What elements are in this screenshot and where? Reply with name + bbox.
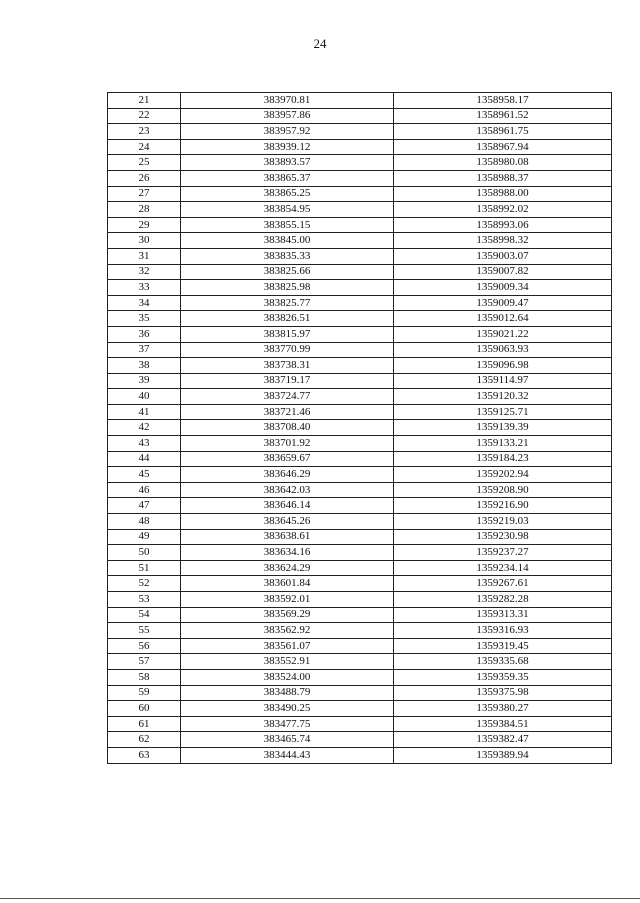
point-number-cell: 58 [108, 669, 181, 685]
x-coordinate-cell: 383569.29 [181, 607, 394, 623]
x-coordinate-cell: 383708.40 [181, 420, 394, 436]
x-coordinate-cell: 383865.25 [181, 186, 394, 202]
y-coordinate-cell: 1358993.06 [394, 217, 612, 233]
table-row [108, 436, 612, 452]
point-number-cell: 61 [108, 716, 181, 732]
x-coordinate-cell: 383719.17 [181, 373, 394, 389]
x-coordinate-cell: 383835.33 [181, 248, 394, 264]
x-coordinate-cell: 383552.91 [181, 654, 394, 670]
x-coordinate-cell: 383825.77 [181, 295, 394, 311]
x-coordinate-cell: 383524.00 [181, 669, 394, 685]
y-coordinate-cell: 1359316.93 [394, 623, 612, 639]
x-coordinate-cell: 383642.03 [181, 482, 394, 498]
table-row [108, 311, 612, 327]
x-coordinate-cell: 383957.92 [181, 124, 394, 140]
table-row [108, 669, 612, 685]
y-coordinate-cell: 1359114.97 [394, 373, 612, 389]
table-row [108, 217, 612, 233]
table-row [108, 638, 612, 654]
y-coordinate-cell: 1359319.45 [394, 638, 612, 654]
x-coordinate-cell: 383701.92 [181, 436, 394, 452]
footer-divider [0, 898, 640, 899]
y-coordinate-cell: 1358958.17 [394, 93, 612, 109]
point-number-cell: 42 [108, 420, 181, 436]
y-coordinate-cell: 1358992.02 [394, 202, 612, 218]
table-row [108, 654, 612, 670]
y-coordinate-cell: 1358988.37 [394, 170, 612, 186]
y-coordinate-cell: 1359267.61 [394, 576, 612, 592]
table-row [108, 514, 612, 530]
x-coordinate-cell: 383601.84 [181, 576, 394, 592]
point-number-cell: 38 [108, 358, 181, 374]
x-coordinate-cell: 383721.46 [181, 404, 394, 420]
table-row [108, 358, 612, 374]
point-number-cell: 41 [108, 404, 181, 420]
y-coordinate-cell: 1359208.90 [394, 482, 612, 498]
point-number-cell: 50 [108, 545, 181, 561]
point-number-cell: 28 [108, 202, 181, 218]
point-number-cell: 22 [108, 108, 181, 124]
y-coordinate-cell: 1358980.08 [394, 155, 612, 171]
point-number-cell: 35 [108, 311, 181, 327]
y-coordinate-cell: 1358961.52 [394, 108, 612, 124]
point-number-cell: 44 [108, 451, 181, 467]
x-coordinate-cell: 383770.99 [181, 342, 394, 358]
x-coordinate-cell: 383845.00 [181, 233, 394, 249]
table-row [108, 155, 612, 171]
point-number-cell: 29 [108, 217, 181, 233]
point-number-cell: 55 [108, 623, 181, 639]
point-number-cell: 62 [108, 732, 181, 748]
table-row [108, 482, 612, 498]
point-number-cell: 27 [108, 186, 181, 202]
point-number-cell: 40 [108, 389, 181, 405]
x-coordinate-cell: 383826.51 [181, 311, 394, 327]
table-row [108, 545, 612, 561]
point-number-cell: 59 [108, 685, 181, 701]
y-coordinate-cell: 1359216.90 [394, 498, 612, 514]
point-number-cell: 48 [108, 514, 181, 530]
x-coordinate-cell: 383488.79 [181, 685, 394, 701]
point-number-cell: 31 [108, 248, 181, 264]
x-coordinate-cell: 383855.15 [181, 217, 394, 233]
x-coordinate-cell: 383815.97 [181, 326, 394, 342]
x-coordinate-cell: 383562.92 [181, 623, 394, 639]
point-number-cell: 21 [108, 93, 181, 109]
y-coordinate-cell: 1359139.39 [394, 420, 612, 436]
table-row [108, 373, 612, 389]
point-number-cell: 36 [108, 326, 181, 342]
y-coordinate-cell: 1358967.94 [394, 139, 612, 155]
table-row [108, 607, 612, 623]
table-row [108, 420, 612, 436]
point-number-cell: 45 [108, 467, 181, 483]
y-coordinate-cell: 1359012.64 [394, 311, 612, 327]
point-number-cell: 49 [108, 529, 181, 545]
x-coordinate-cell: 383638.61 [181, 529, 394, 545]
y-coordinate-cell: 1359234.14 [394, 560, 612, 576]
y-coordinate-cell: 1359063.93 [394, 342, 612, 358]
point-number-cell: 37 [108, 342, 181, 358]
table-row [108, 93, 612, 109]
table-row [108, 451, 612, 467]
y-coordinate-cell: 1359359.35 [394, 669, 612, 685]
x-coordinate-cell: 383970.81 [181, 93, 394, 109]
x-coordinate-cell: 383659.67 [181, 451, 394, 467]
table-row [108, 280, 612, 296]
x-coordinate-cell: 383624.29 [181, 560, 394, 576]
table-row [108, 139, 612, 155]
point-number-cell: 54 [108, 607, 181, 623]
point-number-cell: 30 [108, 233, 181, 249]
y-coordinate-cell: 1359335.68 [394, 654, 612, 670]
y-coordinate-cell: 1359382.47 [394, 732, 612, 748]
x-coordinate-cell: 383646.29 [181, 467, 394, 483]
y-coordinate-cell: 1359184.23 [394, 451, 612, 467]
y-coordinate-cell: 1359389.94 [394, 747, 612, 763]
y-coordinate-cell: 1358998.32 [394, 233, 612, 249]
point-number-cell: 25 [108, 155, 181, 171]
table-row [108, 108, 612, 124]
point-number-cell: 51 [108, 560, 181, 576]
x-coordinate-cell: 383825.98 [181, 280, 394, 296]
y-coordinate-cell: 1359375.98 [394, 685, 612, 701]
y-coordinate-cell: 1359313.31 [394, 607, 612, 623]
point-number-cell: 46 [108, 482, 181, 498]
page-number: 24 [313, 36, 327, 51]
table-row [108, 295, 612, 311]
table-row [108, 124, 612, 140]
x-coordinate-cell: 383893.57 [181, 155, 394, 171]
coordinates-table [107, 92, 612, 764]
x-coordinate-cell: 383561.07 [181, 638, 394, 654]
y-coordinate-cell: 1358961.75 [394, 124, 612, 140]
y-coordinate-cell: 1358988.00 [394, 186, 612, 202]
table-row [108, 685, 612, 701]
y-coordinate-cell: 1359202.94 [394, 467, 612, 483]
table-row [108, 264, 612, 280]
y-coordinate-cell: 1359009.34 [394, 280, 612, 296]
table-row [108, 592, 612, 608]
table-row [108, 529, 612, 545]
table-row [108, 467, 612, 483]
table-row [108, 233, 612, 249]
point-number-cell: 53 [108, 592, 181, 608]
table-row [108, 747, 612, 763]
x-coordinate-cell: 383646.14 [181, 498, 394, 514]
y-coordinate-cell: 1359125.71 [394, 404, 612, 420]
point-number-cell: 32 [108, 264, 181, 280]
point-number-cell: 60 [108, 701, 181, 717]
point-number-cell: 56 [108, 638, 181, 654]
table-row [108, 202, 612, 218]
table-row [108, 326, 612, 342]
x-coordinate-cell: 383645.26 [181, 514, 394, 530]
x-coordinate-cell: 383854.95 [181, 202, 394, 218]
point-number-cell: 39 [108, 373, 181, 389]
x-coordinate-cell: 383444.43 [181, 747, 394, 763]
x-coordinate-cell: 383490.25 [181, 701, 394, 717]
y-coordinate-cell: 1359009.47 [394, 295, 612, 311]
y-coordinate-cell: 1359120.32 [394, 389, 612, 405]
point-number-cell: 24 [108, 139, 181, 155]
y-coordinate-cell: 1359021.22 [394, 326, 612, 342]
table-row [108, 248, 612, 264]
table-row [108, 732, 612, 748]
table-row [108, 716, 612, 732]
y-coordinate-cell: 1359384.51 [394, 716, 612, 732]
point-number-cell: 47 [108, 498, 181, 514]
y-coordinate-cell: 1359096.98 [394, 358, 612, 374]
point-number-cell: 26 [108, 170, 181, 186]
y-coordinate-cell: 1359237.27 [394, 545, 612, 561]
x-coordinate-cell: 383825.66 [181, 264, 394, 280]
table-row [108, 701, 612, 717]
x-coordinate-cell: 383477.75 [181, 716, 394, 732]
x-coordinate-cell: 383465.74 [181, 732, 394, 748]
x-coordinate-cell: 383939.12 [181, 139, 394, 155]
point-number-cell: 43 [108, 436, 181, 452]
x-coordinate-cell: 383634.16 [181, 545, 394, 561]
x-coordinate-cell: 383957.86 [181, 108, 394, 124]
table-row [108, 498, 612, 514]
table-row [108, 186, 612, 202]
coordinates-table-body [108, 93, 612, 764]
y-coordinate-cell: 1359219.03 [394, 514, 612, 530]
point-number-cell: 34 [108, 295, 181, 311]
table-row [108, 389, 612, 405]
x-coordinate-cell: 383738.31 [181, 358, 394, 374]
x-coordinate-cell: 383592.01 [181, 592, 394, 608]
table-row [108, 576, 612, 592]
point-number-cell: 52 [108, 576, 181, 592]
y-coordinate-cell: 1359133.21 [394, 436, 612, 452]
y-coordinate-cell: 1359007.82 [394, 264, 612, 280]
point-number-cell: 33 [108, 280, 181, 296]
table-row [108, 623, 612, 639]
table-row [108, 342, 612, 358]
y-coordinate-cell: 1359380.27 [394, 701, 612, 717]
y-coordinate-cell: 1359230.98 [394, 529, 612, 545]
table-row [108, 560, 612, 576]
x-coordinate-cell: 383865.37 [181, 170, 394, 186]
point-number-cell: 57 [108, 654, 181, 670]
y-coordinate-cell: 1359003.07 [394, 248, 612, 264]
point-number-cell: 63 [108, 747, 181, 763]
point-number-cell: 23 [108, 124, 181, 140]
x-coordinate-cell: 383724.77 [181, 389, 394, 405]
table-row [108, 170, 612, 186]
table-row [108, 404, 612, 420]
y-coordinate-cell: 1359282.28 [394, 592, 612, 608]
